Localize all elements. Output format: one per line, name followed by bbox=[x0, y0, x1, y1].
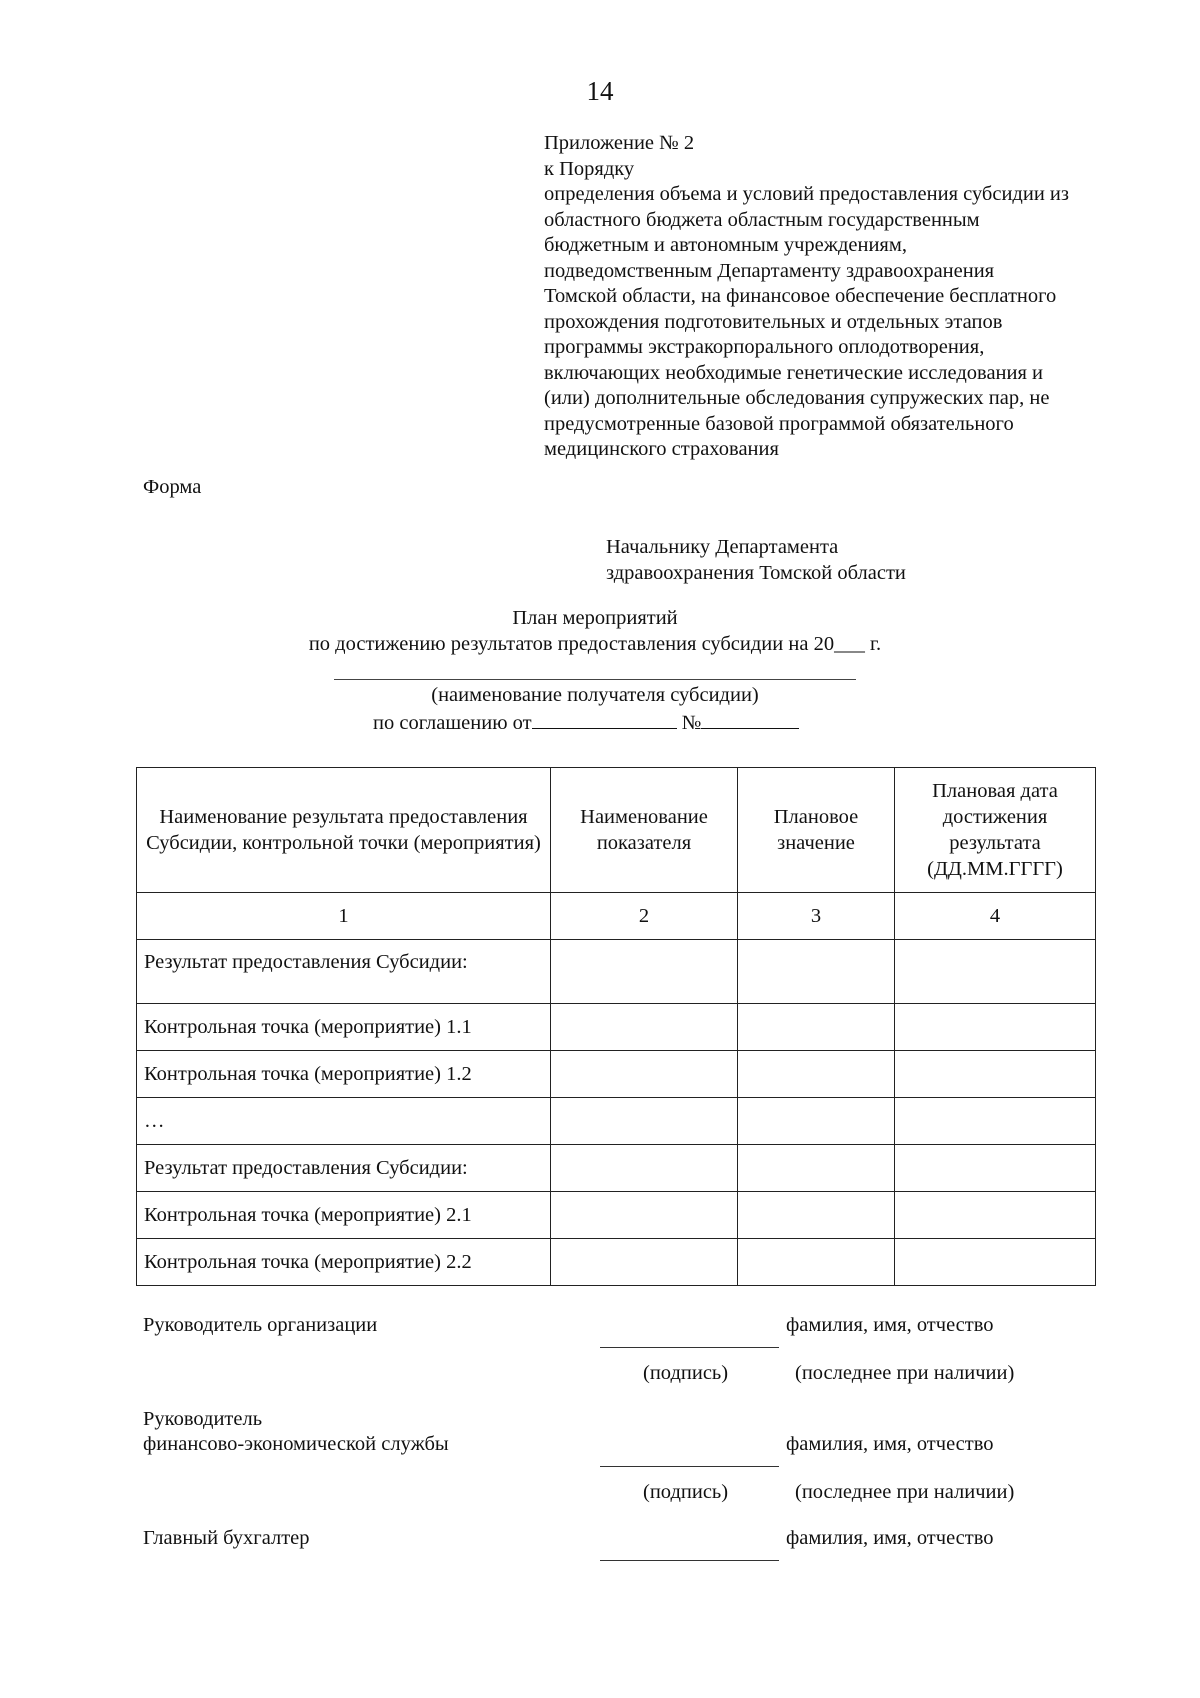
plan-title bbox=[0, 605, 1190, 657]
table-cell-empty bbox=[551, 1004, 738, 1051]
table-row bbox=[137, 1145, 1096, 1192]
table-cell-empty bbox=[738, 940, 895, 1004]
signature-role-financial: финансово-экономической службы bbox=[143, 1433, 449, 1455]
patronymic-caption: (последнее при наличии) bbox=[795, 1362, 1015, 1384]
agreement-number-blank bbox=[701, 708, 799, 729]
table-row bbox=[137, 1192, 1096, 1239]
signature-line bbox=[600, 1560, 779, 1561]
agreement-date-blank bbox=[532, 708, 677, 729]
table-cell-empty bbox=[551, 940, 738, 1004]
table-cell-result: Результат предоставления Субсидии: bbox=[137, 1145, 551, 1192]
agreement-prefix: по соглашению от bbox=[373, 712, 532, 734]
table-number-row bbox=[137, 893, 1096, 940]
appendix-line: (или) дополнительные обследования супружеских пар, не bbox=[544, 387, 1050, 409]
agreement-number-sign: № bbox=[681, 712, 702, 734]
patronymic-caption: (последнее при наличии) bbox=[795, 1481, 1015, 1503]
appendix-line: подведомственным Департаменту здравоохранения bbox=[544, 259, 995, 282]
table-cell-empty bbox=[551, 1145, 738, 1192]
table-cell-empty bbox=[738, 1145, 895, 1192]
recipient-caption: (наименование получателя субсидии) bbox=[431, 684, 759, 706]
table-header-cell: Наименование результата предоставления Субсидии, контрольной точки (мероприятия) bbox=[137, 768, 551, 893]
table-row bbox=[137, 1004, 1096, 1051]
signature-role-financial: Руководитель bbox=[143, 1408, 263, 1430]
table-cell-empty bbox=[551, 1098, 738, 1145]
column-number: 1 bbox=[137, 893, 551, 940]
table-header-row bbox=[137, 768, 1096, 893]
appendix-line: к Порядку bbox=[544, 157, 635, 180]
appendix-line: прохождения подготовительных и отдельных этапов bbox=[544, 310, 1003, 333]
table-cell-empty bbox=[551, 1192, 738, 1239]
table-header-cell: Наименование показателя bbox=[551, 768, 738, 893]
column-number: 4 bbox=[895, 893, 1096, 940]
table-cell-ellipsis: … bbox=[137, 1098, 551, 1145]
appendix-line: медицинского страхования bbox=[544, 438, 779, 460]
table-cell-empty bbox=[895, 940, 1096, 1004]
addressee-line: Начальнику Департамента bbox=[606, 536, 839, 558]
appendix-line: Томской области, на финансовое обеспечение бесплатного bbox=[544, 285, 1057, 307]
signature-role-accountant: Главный бухгалтер bbox=[143, 1527, 310, 1549]
appendix-heading bbox=[544, 131, 1144, 463]
table-cell-empty bbox=[895, 1004, 1096, 1051]
page-number: 14 bbox=[586, 76, 614, 106]
recipient-name-line bbox=[334, 679, 856, 680]
table-row bbox=[137, 1098, 1096, 1145]
signature-fio: фамилия, имя, отчество bbox=[786, 1527, 994, 1549]
signature-role-head: Руководитель организации bbox=[143, 1314, 378, 1336]
table-row bbox=[137, 1051, 1096, 1098]
agreement-line bbox=[373, 708, 799, 736]
table-header-cell: Плановая дата достижения результата (ДД.ММ.ГГГГ) bbox=[895, 768, 1096, 893]
table-cell-empty bbox=[551, 1239, 738, 1286]
plan-title-line: План мероприятий bbox=[512, 607, 678, 629]
signature-fio: фамилия, имя, отчество bbox=[786, 1433, 994, 1455]
appendix-line: определения объема и условий предоставления субсидии из bbox=[544, 183, 1070, 205]
table-cell-checkpoint: Контрольная точка (мероприятие) 1.1 bbox=[137, 1004, 551, 1051]
appendix-line: программы экстракорпорального оплодотворения, bbox=[544, 336, 985, 358]
table-cell-empty bbox=[895, 1051, 1096, 1098]
table-cell-result: Результат предоставления Субсидии: bbox=[137, 940, 551, 1004]
table-cell-empty bbox=[551, 1051, 738, 1098]
appendix-line: областного бюджета областным государственным bbox=[544, 208, 980, 231]
addressee-line: здравоохранения Томской области bbox=[606, 562, 906, 584]
plan-table bbox=[136, 767, 1096, 1286]
table-cell-empty bbox=[738, 1004, 895, 1051]
appendix-line: бюджетным и автономным учреждениям, bbox=[544, 234, 907, 256]
table-cell-empty bbox=[738, 1192, 895, 1239]
appendix-line: предусмотренные базовой программой обязательного bbox=[544, 412, 1014, 435]
signature-line bbox=[600, 1347, 779, 1348]
table-cell-empty bbox=[895, 1239, 1096, 1286]
table-cell-empty bbox=[738, 1239, 895, 1286]
table-header-cell: Плановое значение bbox=[738, 768, 895, 893]
table-cell-empty bbox=[738, 1098, 895, 1145]
addressee-block bbox=[606, 534, 906, 586]
table-cell-empty bbox=[895, 1192, 1096, 1239]
column-number: 3 bbox=[738, 893, 895, 940]
table-cell-checkpoint: Контрольная точка (мероприятие) 2.1 bbox=[137, 1192, 551, 1239]
signature-line bbox=[600, 1466, 779, 1467]
table-cell-empty bbox=[895, 1098, 1096, 1145]
table-cell-empty bbox=[738, 1051, 895, 1098]
signature-caption: (подпись) bbox=[643, 1481, 729, 1503]
table-cell-checkpoint: Контрольная точка (мероприятие) 1.2 bbox=[137, 1051, 551, 1098]
signature-fio: фамилия, имя, отчество bbox=[786, 1314, 994, 1336]
appendix-line: Приложение № 2 bbox=[544, 132, 695, 154]
signature-caption: (подпись) bbox=[643, 1362, 729, 1384]
appendix-line: включающих необходимые генетические исследования и bbox=[544, 361, 1044, 384]
table-cell-empty bbox=[895, 1145, 1096, 1192]
table-row bbox=[137, 1239, 1096, 1286]
form-label: Форма bbox=[143, 476, 202, 498]
table-row bbox=[137, 940, 1096, 1004]
plan-title-line: по достижению результатов предоставления субсидии на 20___ г. bbox=[308, 633, 882, 655]
table-cell-checkpoint: Контрольная точка (мероприятие) 2.2 bbox=[137, 1239, 551, 1286]
column-number: 2 bbox=[551, 893, 738, 940]
